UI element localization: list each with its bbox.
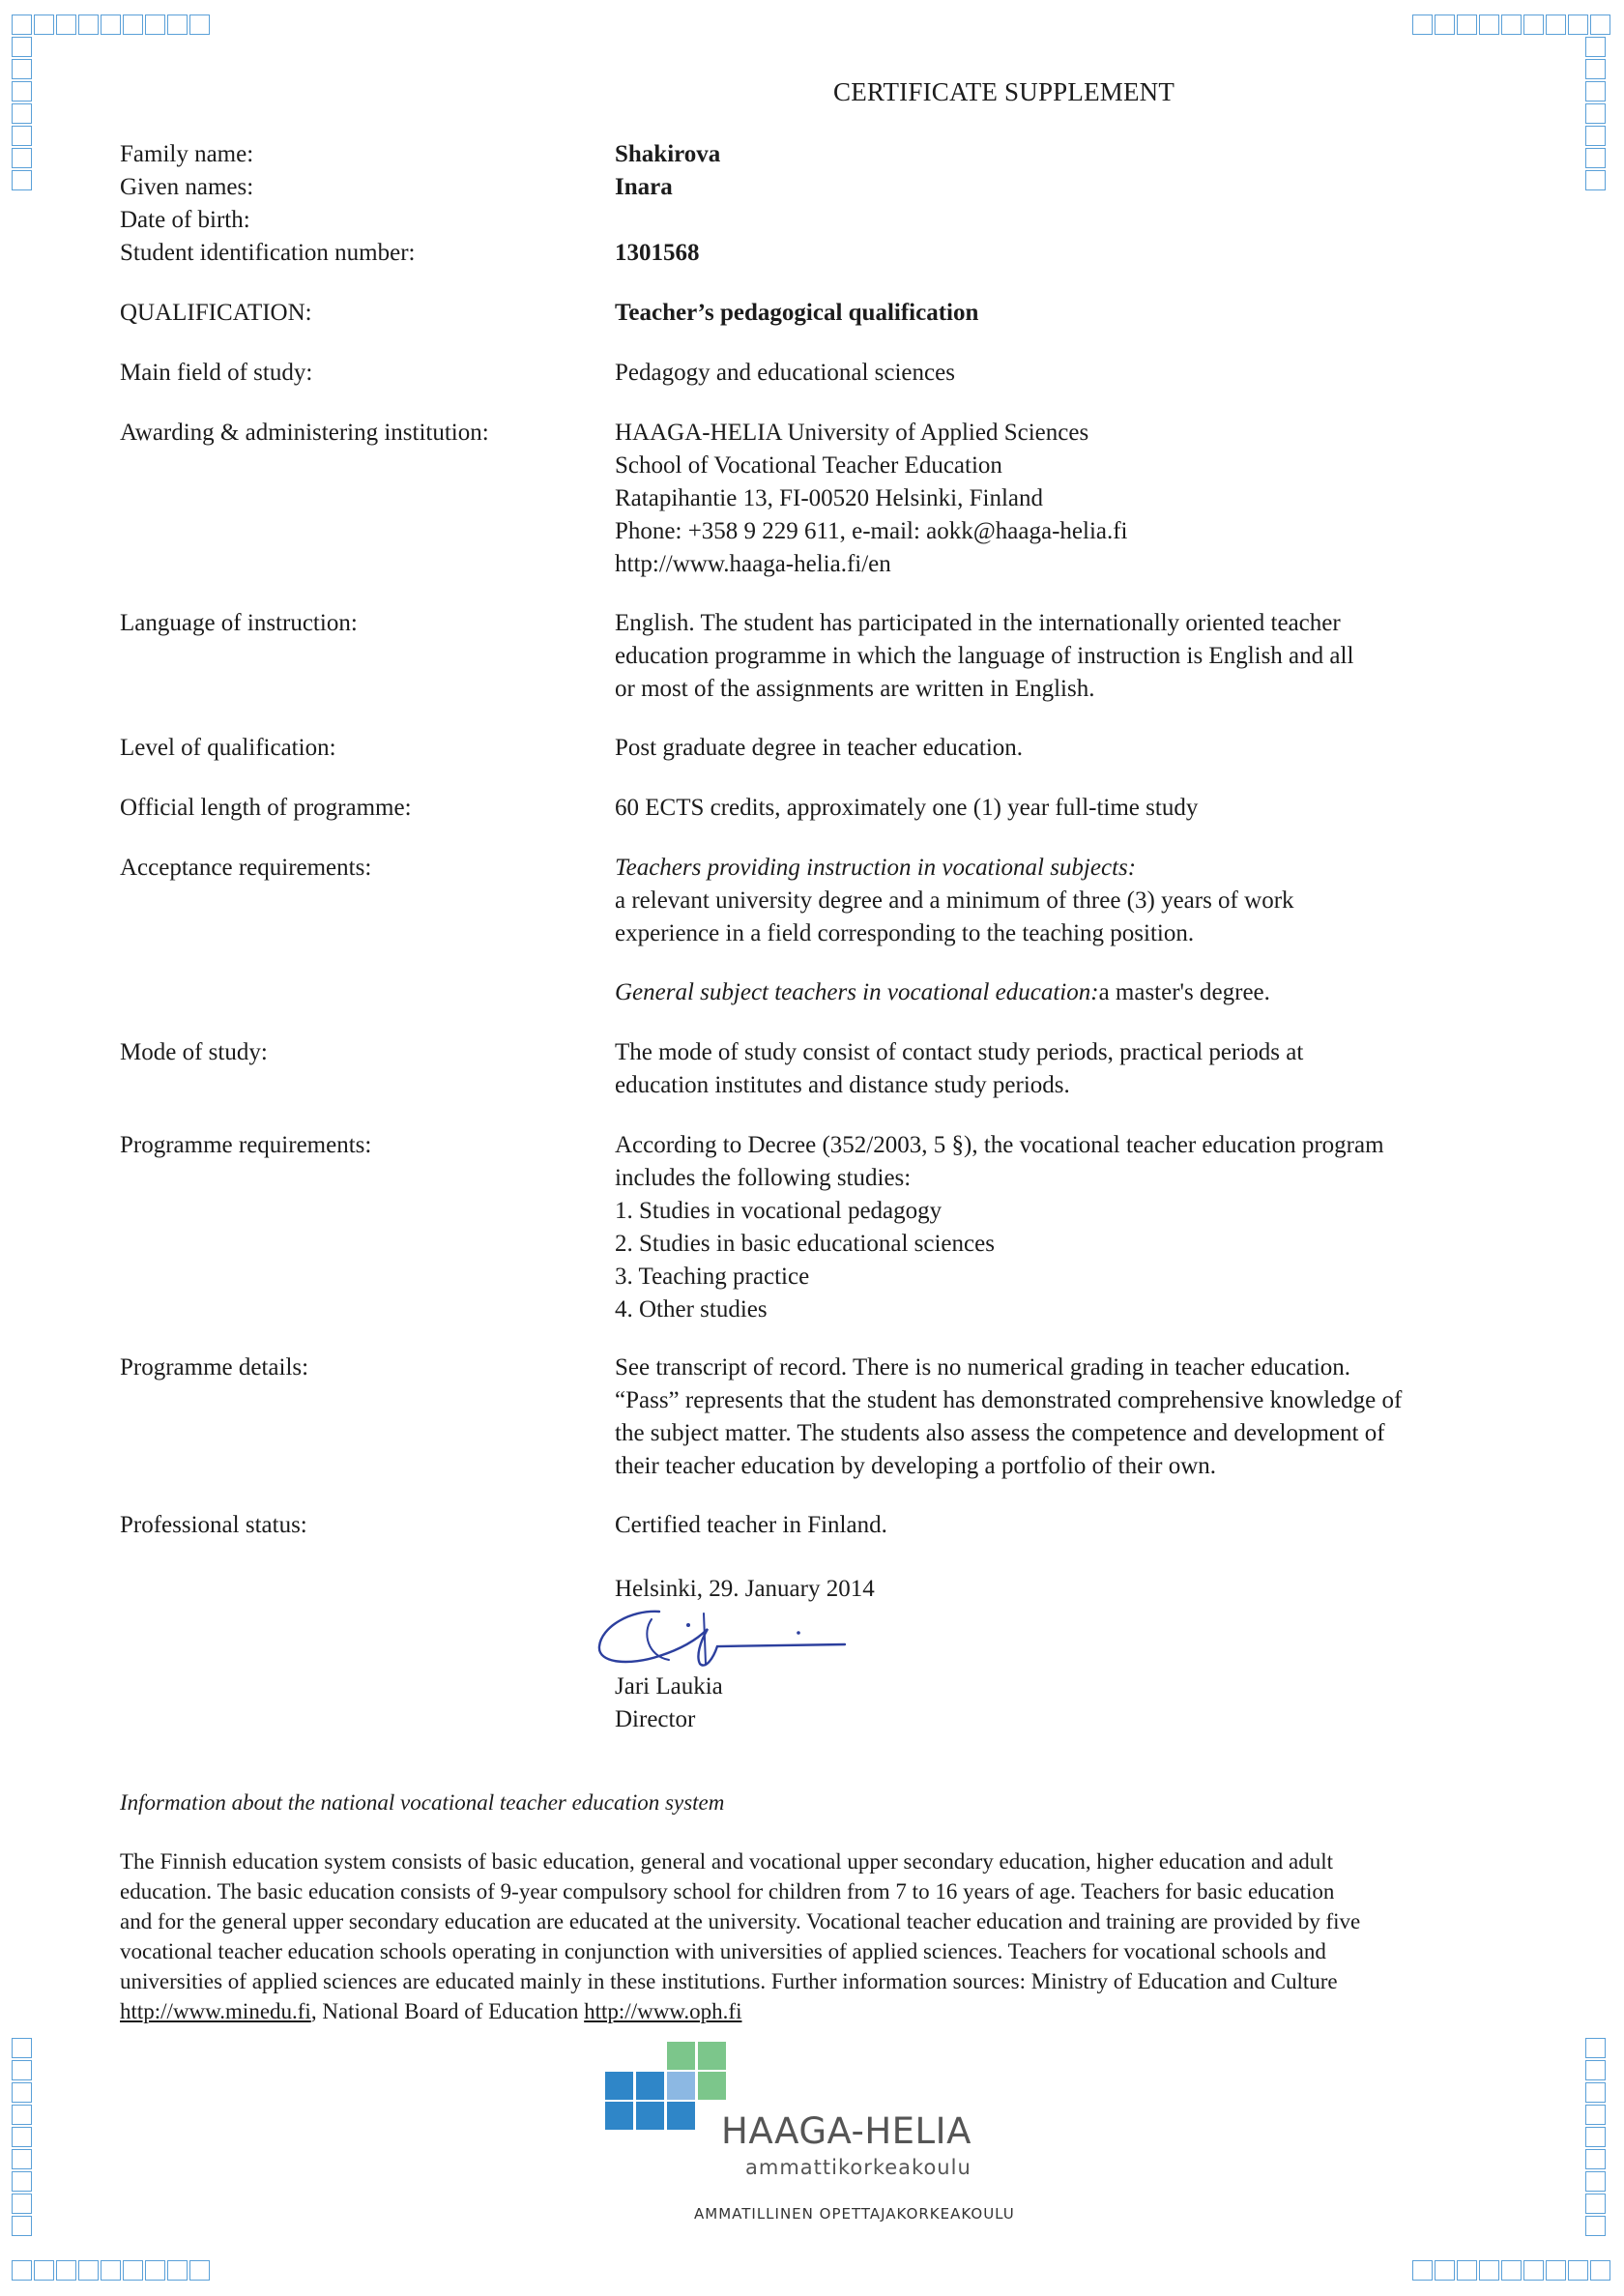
language-value <box>615 607 1523 706</box>
main-field-value: Pedagogy and educational sciences <box>615 360 955 386</box>
family-name-label: Family name: <box>120 141 254 167</box>
logo-subtitle: ammattikorkeakoulu <box>745 2156 972 2179</box>
institution-label: Awarding & administering institution: <box>120 420 489 446</box>
details-line: “Pass” represents that the student has demonstrated comprehensive knowledge of <box>615 1387 1403 1413</box>
given-names-label: Given names: <box>120 174 254 200</box>
language-line: or most of the assignments are written in English. <box>615 676 1095 702</box>
qualification-label: QUALIFICATION: <box>120 300 312 326</box>
acceptance-line: experience in a field corresponding to the teaching position. <box>615 920 1195 946</box>
signer-role: Director <box>615 1706 696 1732</box>
requirements-label: Programme requirements: <box>120 1132 372 1158</box>
status-label: Professional status: <box>120 1512 307 1538</box>
corner-border-left-top <box>12 37 32 190</box>
requirements-value <box>615 1129 1523 1326</box>
status-value: Certified teacher in Finland. <box>615 1512 887 1538</box>
document-title: CERTIFICATE SUPPLEMENT <box>833 77 1175 106</box>
requirements-line: includes the following studies: <box>615 1165 912 1191</box>
corner-border-bottom-right <box>1412 2260 1610 2281</box>
corner-border-bottom-left <box>12 2260 210 2281</box>
requirements-line: 1. Studies in vocational pedagogy <box>615 1198 942 1224</box>
corner-border-right-top <box>1585 37 1606 190</box>
info-text <box>120 1846 1512 2026</box>
main-field-label: Main field of study: <box>120 360 313 386</box>
acceptance-label: Acceptance requirements: <box>120 855 372 881</box>
requirements-line: 4. Other studies <box>615 1296 768 1322</box>
student-id-value: 1301568 <box>615 240 700 266</box>
acceptance-general-heading: General subject teachers in vocational education: <box>615 979 1099 1005</box>
details-label: Programme details: <box>120 1354 309 1381</box>
student-id-label: Student identification number: <box>120 240 416 266</box>
minedu-link[interactable]: http://www.minedu.fi <box>120 1999 311 2023</box>
length-value: 60 ECTS credits, approximately one (1) year full-time study <box>615 795 1199 821</box>
qualification-value: Teacher’s pedagogical qualification <box>615 300 979 326</box>
language-line: English. The student has participated in the internationally oriented teacher <box>615 610 1341 636</box>
info-line: and for the general upper secondary education are educated at the university. Vocational teacher education and training are provided by five <box>120 1909 1361 1933</box>
signature <box>592 1600 853 1677</box>
corner-border-left-bottom <box>12 2038 32 2236</box>
oph-link[interactable]: http://www.oph.fi <box>584 1999 742 2023</box>
acceptance-vocational-heading: Teachers providing instruction in vocational subjects: <box>615 855 1137 881</box>
acceptance-general <box>615 976 1523 1009</box>
info-links-line <box>120 1996 1512 2026</box>
level-label: Level of qualification: <box>120 735 336 761</box>
details-value <box>615 1351 1523 1483</box>
requirements-line: According to Decree (352/2003, 5 §), the vocational teacher education program <box>615 1132 1384 1158</box>
info-sep: , National Board of Education <box>310 1999 585 2023</box>
mode-label: Mode of study: <box>120 1039 268 1065</box>
requirements-line: 3. Teaching practice <box>615 1264 810 1290</box>
corner-border-right-bottom <box>1585 2038 1606 2236</box>
info-line: universities of applied sciences are educated mainly in these institutions. Further information sources: Ministry of Education and Culture <box>120 1969 1338 1993</box>
info-line: vocational teacher education schools operating in conjunction with universities of applied sciences. Teachers for vocational schools and <box>120 1939 1326 1963</box>
info-title: Information about the national vocational teacher education system <box>120 1790 725 1815</box>
info-line: The Finnish education system consists of basic education, general and vocational upper secondary education, higher education and adult <box>120 1849 1334 1874</box>
family-name-value: Shakirova <box>615 141 721 167</box>
length-label: Official length of programme: <box>120 795 412 821</box>
corner-border-top-left <box>12 15 210 35</box>
acceptance-line: a relevant university degree and a minimum of three (3) years of work <box>615 887 1294 914</box>
level-value: Post graduate degree in teacher education. <box>615 735 1024 761</box>
place-date: Helsinki, 29. January 2014 <box>615 1576 875 1602</box>
requirements-line: 2. Studies in basic educational sciences <box>615 1231 995 1257</box>
institution-line: School of Vocational Teacher Education <box>615 452 1002 479</box>
institution-line: http://www.haaga-helia.fi/en <box>615 551 891 577</box>
acceptance-general-text: a master's degree. <box>1098 979 1270 1005</box>
mode-line: The mode of study consist of contact study periods, practical periods at <box>615 1039 1304 1065</box>
corner-border-top-right <box>1412 15 1610 35</box>
acceptance-value <box>615 852 1523 950</box>
logo-school: AMMATILLINEN OPETTAJAKORKEAKOULU <box>694 2205 1015 2223</box>
mode-value <box>615 1036 1523 1102</box>
signer-name: Jari Laukia <box>615 1673 723 1700</box>
details-line: their teacher education by developing a portfolio of their own. <box>615 1453 1217 1479</box>
institution-line: HAAGA-HELIA University of Applied Sciences <box>615 420 1089 446</box>
info-line: education. The basic education consists of 9-year compulsory school for children from 7 to 16 years of age. Teachers for basic education <box>120 1879 1335 1904</box>
institution-value <box>615 417 1523 581</box>
mode-line: education institutes and distance study periods. <box>615 1072 1070 1098</box>
institution-line: Ratapihantie 13, FI-00520 Helsinki, Finland <box>615 485 1044 511</box>
details-line: See transcript of record. There is no numerical grading in teacher education. <box>615 1354 1351 1381</box>
institution-line: Phone: +358 9 229 611, e-mail: aokk@haaga-helia.fi <box>615 518 1128 544</box>
date-of-birth-label: Date of birth: <box>120 207 250 233</box>
language-label: Language of instruction: <box>120 610 358 636</box>
details-line: the subject matter. The students also assess the competence and development of <box>615 1420 1385 1446</box>
given-names-value: Inara <box>615 174 673 200</box>
language-line: education programme in which the language of instruction is English and all <box>615 643 1354 669</box>
logo-name: HAAGA-HELIA <box>721 2110 972 2152</box>
